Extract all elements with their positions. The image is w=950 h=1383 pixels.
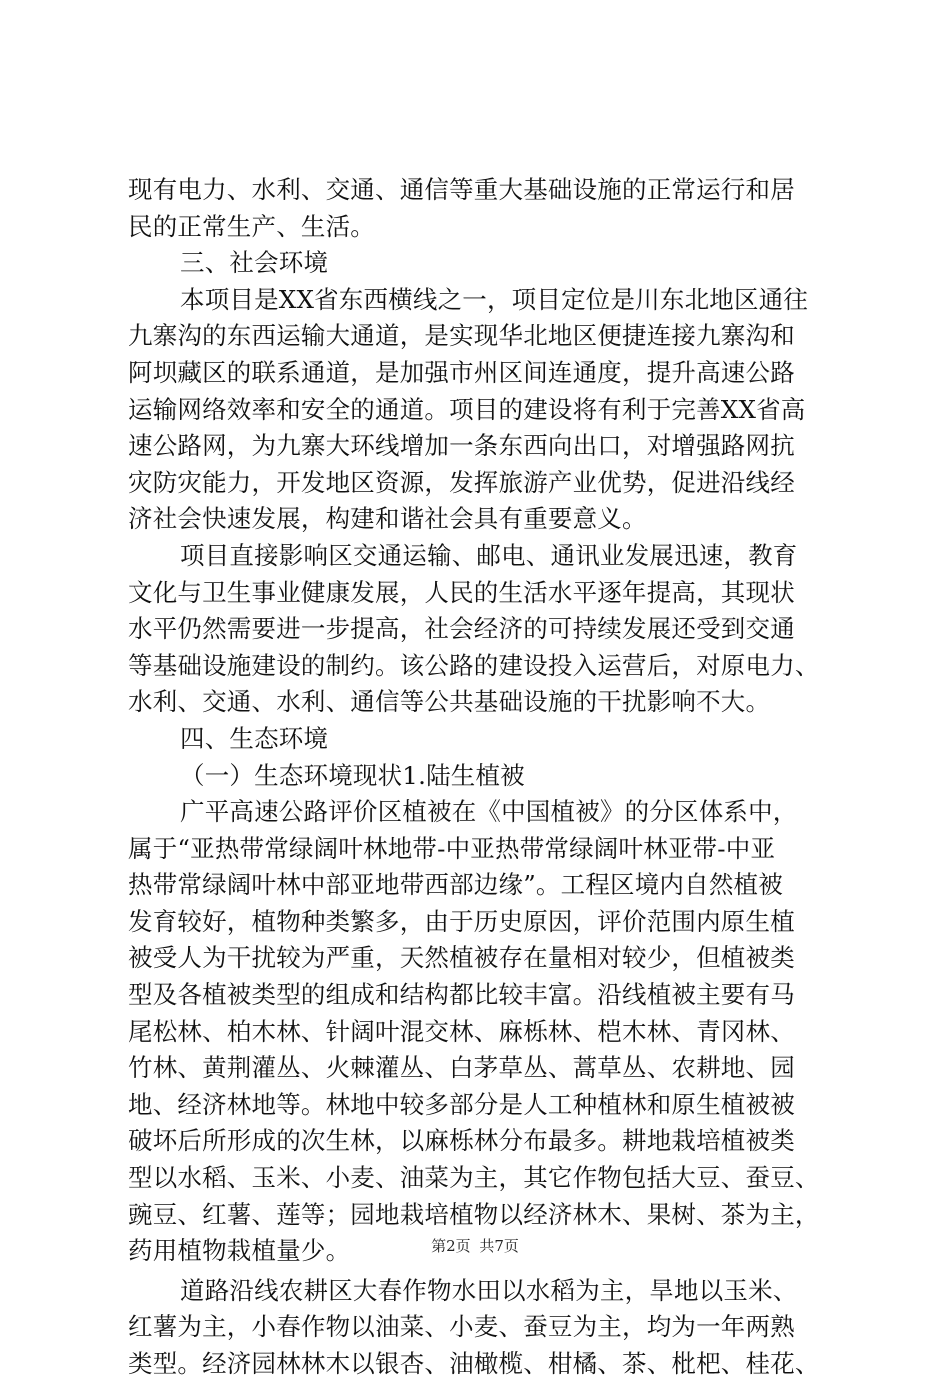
text-line: 被受人为干扰较为严重，天然植被存在量相对较少，但植被类 bbox=[128, 943, 795, 973]
text-line: 地、经济林地等。林地中较多部分是人工种植林和原生植被被 bbox=[128, 1089, 795, 1119]
text-line: 型及各植被类型的组成和结构都比较丰富。沿线植被主要有马 bbox=[128, 980, 795, 1010]
text-line: 类型。经济园林林木以银杏、油橄榄、柑橘、茶、枇杷、桂花、 bbox=[128, 1349, 820, 1378]
document-body bbox=[128, 172, 848, 1383]
text-line: 豌豆、红薯、莲等；园地栽培植物以经济林木、果树、茶为主， bbox=[128, 1199, 820, 1229]
text-line: 文化与卫生事业健康发展，人民的生活水平逐年提高，其现状 bbox=[128, 577, 795, 607]
text-line: 水平仍然需要进一步提高，社会经济的可持续发展还受到交通 bbox=[128, 614, 795, 644]
text-line: 济社会快速发展，构建和谐社会具有重要意义。 bbox=[128, 504, 647, 534]
text-line: 等基础设施建设的制约。该公路的建设投入运营后，对原电力、 bbox=[128, 650, 820, 680]
text-line: 道路沿线农耕区大春作物水田以水稻为主，旱地以玉米、 bbox=[180, 1275, 798, 1305]
text-line: 灾防灾能力，开发地区资源，发挥旅游产业优势，促进沿线经 bbox=[128, 467, 795, 497]
text-line: 现有电力、水利、交通、通信等重大基础设施的正常运行和居 bbox=[128, 175, 795, 204]
text-line: 属于“亚热带常绿阔叶林地带-中亚热带常绿阔叶林亚带-中亚 bbox=[128, 833, 776, 863]
text-line: 红薯为主，小春作物以油菜、小麦、蚕豆为主，均为一年两熟 bbox=[128, 1312, 795, 1342]
text-line: 型以水稻、玉米、小麦、油菜为主，其它作物包括大豆、蚕豆、 bbox=[128, 1163, 820, 1193]
text-line: 阿坝藏区的联系通道，是加强市州区间连通度，提升高速公路 bbox=[128, 357, 795, 387]
text-line: 尾松林、柏木林、针阔叶混交林、麻栎林、桤木林、青冈林、 bbox=[128, 1016, 795, 1046]
text-line: 破坏后所形成的次生林，以麻栎林分布最多。耕地栽培植被类 bbox=[128, 1126, 795, 1156]
subsection-heading: （一）生态环境现状1.陆生植被 bbox=[180, 760, 525, 790]
text-line: 水利、交通、水利、通信等公共基础设施的干扰影响不大。 bbox=[128, 687, 771, 717]
page-number: 第2页 bbox=[431, 1237, 471, 1255]
text-line: 速公路网，为九寨大环线增加一条东西向出口，对增强路网抗 bbox=[128, 431, 795, 461]
text-line: 竹林、黄荆灌丛、火棘灌丛、白茅草丛、蒿草丛、农耕地、园 bbox=[128, 1053, 795, 1083]
text-line: 运输网络效率和安全的通道。项目的建设将有利于完善XX省高 bbox=[128, 394, 806, 424]
page-footer bbox=[0, 1236, 950, 1256]
section-heading: 四、生态环境 bbox=[180, 723, 329, 753]
section-heading: 三、社会环境 bbox=[180, 248, 329, 278]
text-line: 民的正常生产、生活。 bbox=[128, 211, 375, 241]
text-line: 九寨沟的东西运输大通道，是实现华北地区便捷连接九寨沟和 bbox=[128, 321, 795, 351]
text-line: 广平高速公路评价区植被在《中国植被》的分区体系中， bbox=[180, 797, 798, 827]
text-line: 药用植物栽植量少。 bbox=[128, 1236, 351, 1266]
text-line: 发育较好，植物种类繁多，由于历史原因，评价范围内原生植 bbox=[128, 906, 795, 936]
text-line: 热带常绿阔叶林中部亚地带西部边缘”。工程区境内自然植被 bbox=[128, 870, 783, 900]
page-total: 共7页 bbox=[479, 1237, 519, 1255]
text-line: 本项目是XX省东西横线之一，项目定位是川东北地区通往 bbox=[180, 284, 809, 314]
text-line: 项目直接影响区交通运输、邮电、通讯业发展迅速，教育 bbox=[180, 540, 798, 570]
